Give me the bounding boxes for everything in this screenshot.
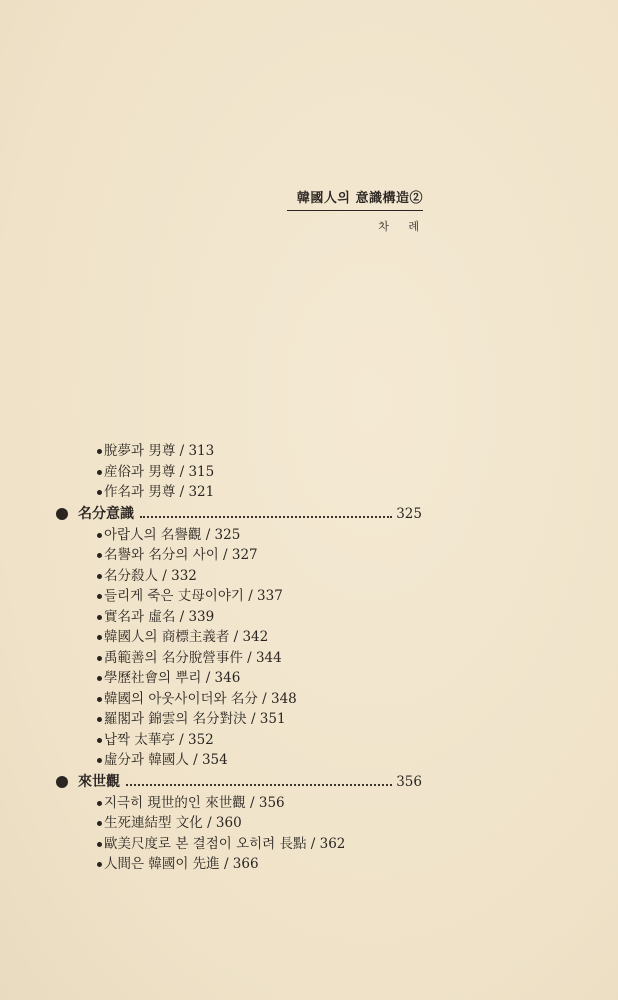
bullet-icon [97,490,102,495]
section-bullet-icon [56,776,68,788]
bullet-icon [97,862,102,867]
book-title: 韓國人의 意識構造② [296,191,423,206]
section-page-number: 356 [396,773,422,790]
toc-item-text: 學歷社會의 뿌리 / 346 [104,670,241,686]
toc-item-text: 實名과 虛名 / 339 [104,608,215,625]
toc-item [52,462,422,483]
bullet-icon [97,758,102,763]
toc-section-heading [52,504,422,525]
toc-item [52,709,422,730]
bullet-icon [97,656,102,661]
toc-item-text: 生死連結型 文化 / 360 [104,815,242,831]
toc-item [52,689,422,710]
toc-item [52,648,422,669]
toc-item [52,607,422,628]
toc-item [52,441,422,462]
toc-item-text: 들리게 죽은 丈母이야기 / 337 [104,588,283,604]
toc-item-text: 歐美尺度로 본 결점이 오히려 長點 / 362 [104,835,346,852]
toc-item-text: 禹範善의 名分脫營事件 / 344 [104,649,282,666]
bullet-icon [97,449,102,454]
bullet-icon [97,676,102,681]
toc-item-text: 脫夢과 男尊 / 313 [104,443,215,459]
toc-item [52,566,422,587]
toc-item [52,668,422,689]
toc-item-text: 名分殺人 / 332 [104,567,197,584]
toc-item [52,545,422,566]
bullet-icon [97,594,102,599]
section-title: 名分意識 [78,505,134,522]
bullet-icon [97,801,102,806]
bullet-icon [97,635,102,640]
section-bullet-icon [56,508,68,520]
toc-section-heading [52,772,422,793]
toc-item-text: 지극히 現世的인 來世觀 / 356 [104,794,285,811]
toc-item [52,750,422,771]
dot-leader [140,516,392,518]
contents-heading: 차 례 [378,220,427,233]
bullet-icon [97,574,102,579]
bullet-icon [97,615,102,620]
toc-item-text: 납짝 太華亭 / 352 [104,731,214,748]
table-of-contents [52,441,422,875]
toc-item [52,834,422,855]
toc-item [52,854,422,875]
bullet-icon [97,717,102,722]
title-rule [287,210,423,211]
toc-item-text: 虛分과 韓國人 / 354 [104,752,228,768]
bullet-icon [97,697,102,702]
bullet-icon [97,842,102,847]
dot-leader [126,784,392,786]
bullet-icon [97,553,102,558]
toc-item [52,730,422,751]
toc-item [52,482,422,503]
toc-item-text: 羅閣과 錦雲의 名分對決 / 351 [104,711,286,727]
toc-item-text: 韓國의 아웃사이더와 名分 / 348 [104,690,297,707]
toc-item-text: 作名과 男尊 / 321 [104,484,215,500]
bullet-icon [97,738,102,743]
toc-item [52,525,422,546]
toc-item-text: 産俗과 男尊 / 315 [104,463,215,480]
toc-item [52,627,422,648]
toc-item-text: 人間은 韓國이 先進 / 366 [104,856,259,872]
section-title: 來世觀 [78,773,120,790]
section-page-number: 325 [396,505,422,522]
bullet-icon [97,533,102,538]
toc-item [52,793,422,814]
page-header [287,187,427,234]
bullet-icon [97,470,102,475]
toc-item-text: 韓國人의 商標主義者 / 342 [104,629,269,645]
toc-item-text: 名譽와 名分의 사이 / 327 [104,547,258,563]
toc-item [52,813,422,834]
toc-item [52,586,422,607]
toc-item-text: 아랍人의 名譽觀 / 325 [104,526,241,543]
bullet-icon [97,821,102,826]
